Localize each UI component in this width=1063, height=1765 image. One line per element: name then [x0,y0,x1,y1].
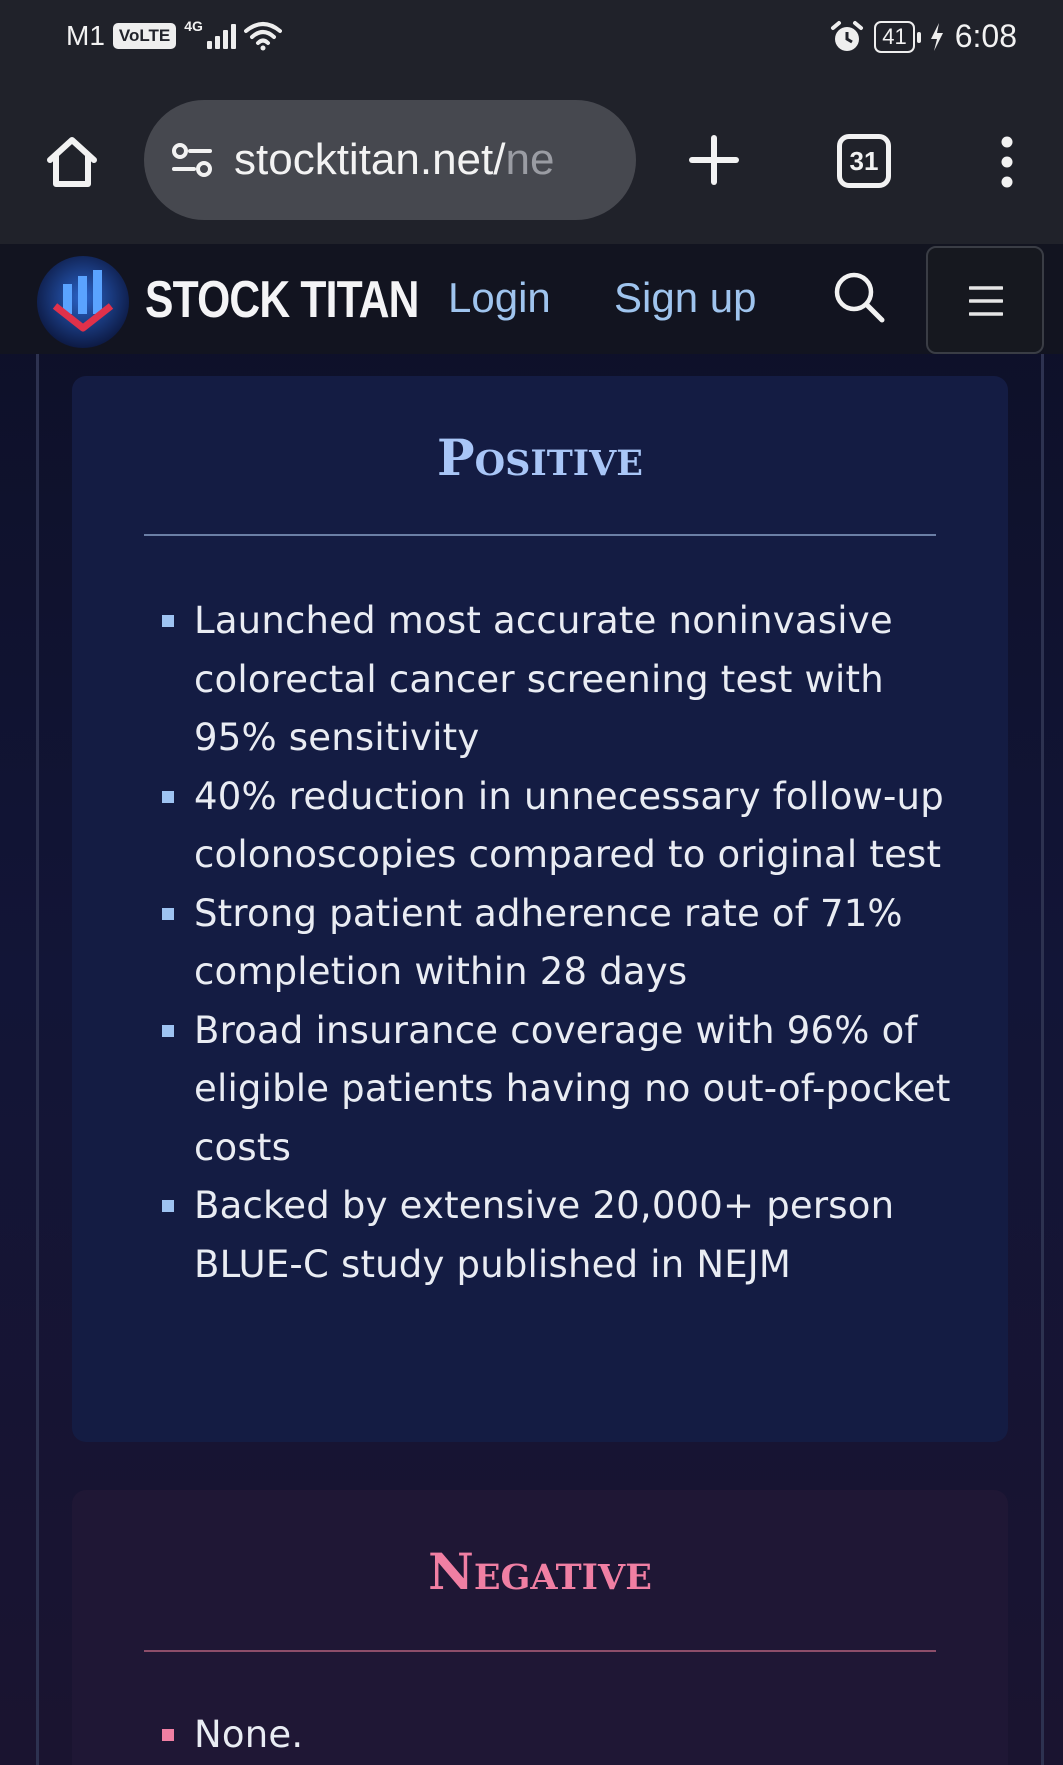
battery-level: 41 [874,21,914,53]
address-bar[interactable] [144,100,636,220]
site-settings-icon[interactable] [168,136,216,184]
status-right [830,18,1017,55]
list-item: Backed by extensive 20,000+ person BLUE-C study published in NEJM [160,1177,960,1294]
brand-name[interactable]: STOCK TITAN [145,271,419,329]
url-text[interactable] [234,135,554,185]
hamburger-menu-button[interactable] [926,246,1044,354]
positive-list [160,592,960,1294]
browser-toolbar [0,80,1063,244]
volte-badge: VoLTE [113,23,176,49]
negative-card [72,1490,1008,1765]
status-left [66,20,282,52]
list-item: Launched most accurate noninvasive colorectal cancer screening test with 95% sensitivity [160,592,960,768]
url-main: stocktitan.net/ [234,135,506,184]
alarm-icon [830,20,864,54]
list-item: Strong patient adherence rate of 71% completion within 28 days [160,885,960,1002]
charging-icon [929,22,945,52]
search-icon[interactable] [830,268,888,326]
wifi-icon [244,21,282,51]
new-tab-icon[interactable] [684,130,744,190]
network-type: 4G [184,18,203,34]
login-link[interactable]: Login [448,274,551,321]
site-header [0,244,1063,354]
signal-icon [207,23,236,49]
home-icon[interactable] [42,132,102,192]
stock-titan-logo-icon[interactable] [35,254,131,350]
hamburger-icon [969,284,1003,318]
more-options-icon[interactable] [992,132,1022,192]
list-item: Broad insurance coverage with 96% of eligible patients having no out-of-pocket costs [160,1002,960,1178]
positive-divider [144,534,936,536]
positive-title: Positive [437,428,643,487]
negative-title: Negative [428,1542,652,1601]
signup-link[interactable]: Sign up [614,274,757,321]
negative-list [160,1706,960,1765]
tab-switcher-button[interactable]: 31 [837,134,891,188]
clock-time: 6:08 [954,18,1017,54]
list-item: 40% reduction in unnecessary follow-up colonoscopies compared to original test [160,768,960,885]
url-dim: ne [505,135,555,184]
status-bar [0,0,1063,80]
negative-divider [144,1650,936,1652]
carrier-label: M1 [66,20,105,51]
positive-card [72,376,1008,1442]
list-item: None. [160,1706,960,1765]
